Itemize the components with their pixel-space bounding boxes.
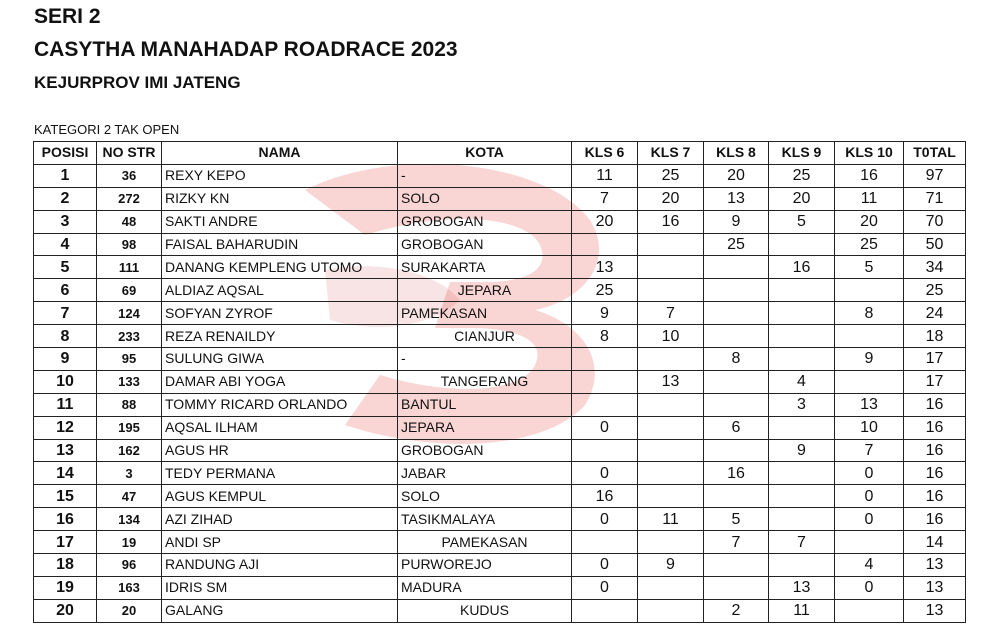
table-row — [34, 187, 966, 210]
rider-name-cell: RIZKY KN — [162, 187, 398, 210]
table-row — [34, 348, 966, 371]
kls7-score-cell — [638, 233, 704, 256]
start-number-cell: 69 — [97, 279, 162, 302]
kls10-score-cell — [835, 325, 904, 348]
start-number-cell: 233 — [97, 325, 162, 348]
kls7-score-cell: 13 — [638, 370, 704, 393]
city-cell: GROBOGAN — [398, 439, 572, 462]
table-row — [34, 370, 966, 393]
kls10-score-cell: 5 — [835, 256, 904, 279]
kls9-score-cell: 7 — [769, 531, 835, 554]
column-header-kls7: KLS 7 — [638, 142, 704, 165]
kls9-score-cell — [769, 348, 835, 371]
kls8-score-cell: 6 — [704, 416, 769, 439]
kls10-score-cell — [835, 599, 904, 622]
total-score-cell: 16 — [904, 393, 966, 416]
total-score-cell: 16 — [904, 485, 966, 508]
start-number-cell: 47 — [97, 485, 162, 508]
kls8-score-cell — [704, 393, 769, 416]
kls6-score-cell: 9 — [572, 302, 638, 325]
start-number-cell: 3 — [97, 462, 162, 485]
kls7-score-cell — [638, 279, 704, 302]
kls9-score-cell — [769, 508, 835, 531]
rider-name-cell: GALANG — [162, 599, 398, 622]
rider-name-cell: SULUNG GIWA — [162, 348, 398, 371]
start-number-cell: 95 — [97, 348, 162, 371]
table-row — [34, 325, 966, 348]
kls8-score-cell: 20 — [704, 164, 769, 187]
kls6-score-cell: 8 — [572, 325, 638, 348]
start-number-cell: 19 — [97, 531, 162, 554]
column-header-kls6: KLS 6 — [572, 142, 638, 165]
start-number-cell: 111 — [97, 256, 162, 279]
column-header-no-str: NO STR — [97, 142, 162, 165]
kls8-score-cell — [704, 302, 769, 325]
kls10-score-cell — [835, 370, 904, 393]
kls6-score-cell: 16 — [572, 485, 638, 508]
start-number-cell: 163 — [97, 576, 162, 599]
column-header-nama: NAMA — [162, 142, 398, 165]
kls6-score-cell: 0 — [572, 576, 638, 599]
kls10-score-cell: 10 — [835, 416, 904, 439]
city-cell: BANTUL — [398, 393, 572, 416]
rider-name-cell: REZA RENAILDY — [162, 325, 398, 348]
column-header-kls9: KLS 9 — [769, 142, 835, 165]
kls8-score-cell — [704, 279, 769, 302]
position-cell: 4 — [34, 233, 97, 256]
total-score-cell: 13 — [904, 599, 966, 622]
table-row — [34, 439, 966, 462]
start-number-cell: 195 — [97, 416, 162, 439]
kls7-score-cell: 7 — [638, 302, 704, 325]
table-row — [34, 210, 966, 233]
position-cell: 10 — [34, 370, 97, 393]
total-score-cell: 24 — [904, 302, 966, 325]
kls10-score-cell — [835, 279, 904, 302]
position-cell: 16 — [34, 508, 97, 531]
kls6-score-cell: 0 — [572, 462, 638, 485]
total-score-cell: 17 — [904, 370, 966, 393]
kls8-score-cell: 25 — [704, 233, 769, 256]
kls6-score-cell — [572, 233, 638, 256]
kls10-score-cell: 8 — [835, 302, 904, 325]
column-header-kota: KOTA — [398, 142, 572, 165]
championship-title: KEJURPROV IMI JATENG — [34, 73, 241, 92]
total-score-cell: 14 — [904, 531, 966, 554]
city-cell: JEPARA — [398, 279, 572, 302]
kls10-score-cell: 20 — [835, 210, 904, 233]
kls6-score-cell: 20 — [572, 210, 638, 233]
position-cell: 18 — [34, 554, 97, 577]
city-cell: GROBOGAN — [398, 210, 572, 233]
kls8-score-cell: 16 — [704, 462, 769, 485]
kls10-score-cell: 7 — [835, 439, 904, 462]
series-title: SERI 2 — [34, 5, 101, 28]
kls10-score-cell: 0 — [835, 508, 904, 531]
kls9-score-cell: 20 — [769, 187, 835, 210]
position-cell: 13 — [34, 439, 97, 462]
kls8-score-cell — [704, 325, 769, 348]
kls8-score-cell — [704, 554, 769, 577]
total-score-cell: 70 — [904, 210, 966, 233]
total-score-cell: 16 — [904, 462, 966, 485]
kls9-score-cell — [769, 233, 835, 256]
table-row — [34, 531, 966, 554]
position-cell: 7 — [34, 302, 97, 325]
table-row — [34, 164, 966, 187]
table-row — [34, 393, 966, 416]
start-number-cell: 20 — [97, 599, 162, 622]
city-cell: SOLO — [398, 187, 572, 210]
kls8-score-cell: 5 — [704, 508, 769, 531]
results-body — [34, 164, 966, 622]
kls8-score-cell — [704, 576, 769, 599]
table-row — [34, 256, 966, 279]
city-cell: JEPARA — [398, 416, 572, 439]
kls10-score-cell: 0 — [835, 462, 904, 485]
rider-name-cell: SAKTI ANDRE — [162, 210, 398, 233]
kls7-score-cell — [638, 256, 704, 279]
results-table — [33, 141, 966, 623]
kls6-score-cell: 11 — [572, 164, 638, 187]
kls9-score-cell: 5 — [769, 210, 835, 233]
city-cell: PURWOREJO — [398, 554, 572, 577]
kls8-score-cell: 7 — [704, 531, 769, 554]
kls6-score-cell: 25 — [572, 279, 638, 302]
city-cell: PAMEKASAN — [398, 302, 572, 325]
kls9-score-cell: 11 — [769, 599, 835, 622]
kls10-score-cell: 0 — [835, 576, 904, 599]
kls8-score-cell — [704, 439, 769, 462]
position-cell: 11 — [34, 393, 97, 416]
rider-name-cell: AZI ZIHAD — [162, 508, 398, 531]
start-number-cell: 162 — [97, 439, 162, 462]
kls9-score-cell: 16 — [769, 256, 835, 279]
kls9-score-cell — [769, 302, 835, 325]
city-cell: KUDUS — [398, 599, 572, 622]
kls9-score-cell: 25 — [769, 164, 835, 187]
kls7-score-cell: 10 — [638, 325, 704, 348]
total-score-cell: 34 — [904, 256, 966, 279]
position-cell: 8 — [34, 325, 97, 348]
total-score-cell: 25 — [904, 279, 966, 302]
kls7-score-cell — [638, 599, 704, 622]
kls9-score-cell — [769, 279, 835, 302]
kls9-score-cell: 3 — [769, 393, 835, 416]
rider-name-cell: FAISAL BAHARUDIN — [162, 233, 398, 256]
header-row — [34, 142, 966, 165]
table-row — [34, 508, 966, 531]
position-cell: 12 — [34, 416, 97, 439]
kls10-score-cell: 4 — [835, 554, 904, 577]
kls9-score-cell — [769, 485, 835, 508]
kls6-score-cell — [572, 531, 638, 554]
table-row — [34, 576, 966, 599]
category-label: KATEGORI 2 TAK OPEN — [34, 122, 180, 137]
rider-name-cell: ANDI SP — [162, 531, 398, 554]
kls8-score-cell: 9 — [704, 210, 769, 233]
kls7-score-cell — [638, 348, 704, 371]
kls9-score-cell: 13 — [769, 576, 835, 599]
total-score-cell: 16 — [904, 508, 966, 531]
position-cell: 14 — [34, 462, 97, 485]
position-cell: 2 — [34, 187, 97, 210]
table-row — [34, 233, 966, 256]
column-header-total: T0TAL — [904, 142, 966, 165]
start-number-cell: 272 — [97, 187, 162, 210]
column-header-kls8: KLS 8 — [704, 142, 769, 165]
kls8-score-cell: 2 — [704, 599, 769, 622]
start-number-cell: 96 — [97, 554, 162, 577]
kls7-score-cell — [638, 531, 704, 554]
kls7-score-cell: 20 — [638, 187, 704, 210]
kls8-score-cell: 13 — [704, 187, 769, 210]
kls7-score-cell — [638, 439, 704, 462]
start-number-cell: 124 — [97, 302, 162, 325]
rider-name-cell: AGUS KEMPUL — [162, 485, 398, 508]
kls7-score-cell — [638, 462, 704, 485]
rider-name-cell: RANDUNG AJI — [162, 554, 398, 577]
kls7-score-cell: 11 — [638, 508, 704, 531]
city-cell: MADURA — [398, 576, 572, 599]
kls9-score-cell: 4 — [769, 370, 835, 393]
start-number-cell: 88 — [97, 393, 162, 416]
kls9-score-cell — [769, 462, 835, 485]
position-cell: 3 — [34, 210, 97, 233]
kls7-score-cell: 16 — [638, 210, 704, 233]
column-header-posisi: POSISI — [34, 142, 97, 165]
kls10-score-cell: 16 — [835, 164, 904, 187]
kls9-score-cell — [769, 554, 835, 577]
column-header-kls10: KLS 10 — [835, 142, 904, 165]
table-row — [34, 462, 966, 485]
city-cell: CIANJUR — [398, 325, 572, 348]
total-score-cell: 13 — [904, 554, 966, 577]
start-number-cell: 48 — [97, 210, 162, 233]
start-number-cell: 98 — [97, 233, 162, 256]
position-cell: 15 — [34, 485, 97, 508]
event-title: CASYTHA MANAHADAP ROADRACE 2023 — [34, 38, 458, 61]
city-cell: JABAR — [398, 462, 572, 485]
start-number-cell: 133 — [97, 370, 162, 393]
kls6-score-cell — [572, 370, 638, 393]
position-cell: 19 — [34, 576, 97, 599]
table-row — [34, 279, 966, 302]
kls10-score-cell: 11 — [835, 187, 904, 210]
kls6-score-cell — [572, 348, 638, 371]
city-cell: TASIKMALAYA — [398, 508, 572, 531]
rider-name-cell: TOMMY RICARD ORLANDO — [162, 393, 398, 416]
kls7-score-cell: 9 — [638, 554, 704, 577]
kls7-score-cell — [638, 416, 704, 439]
kls6-score-cell: 13 — [572, 256, 638, 279]
total-score-cell: 16 — [904, 439, 966, 462]
total-score-cell: 97 — [904, 164, 966, 187]
kls7-score-cell — [638, 576, 704, 599]
table-row — [34, 599, 966, 622]
kls10-score-cell: 9 — [835, 348, 904, 371]
table-row — [34, 302, 966, 325]
table-row — [34, 485, 966, 508]
city-cell: TANGERANG — [398, 370, 572, 393]
kls10-score-cell: 0 — [835, 485, 904, 508]
total-score-cell: 18 — [904, 325, 966, 348]
kls6-score-cell — [572, 439, 638, 462]
kls9-score-cell — [769, 325, 835, 348]
kls6-score-cell: 7 — [572, 187, 638, 210]
kls9-score-cell — [769, 416, 835, 439]
city-cell: GROBOGAN — [398, 233, 572, 256]
total-score-cell: 71 — [904, 187, 966, 210]
kls8-score-cell — [704, 256, 769, 279]
position-cell: 17 — [34, 531, 97, 554]
rider-name-cell: ALDIAZ AQSAL — [162, 279, 398, 302]
kls9-score-cell: 9 — [769, 439, 835, 462]
kls6-score-cell — [572, 599, 638, 622]
kls6-score-cell — [572, 393, 638, 416]
kls8-score-cell — [704, 370, 769, 393]
start-number-cell: 36 — [97, 164, 162, 187]
kls10-score-cell: 25 — [835, 233, 904, 256]
kls10-score-cell: 13 — [835, 393, 904, 416]
table-row — [34, 416, 966, 439]
city-cell: - — [398, 348, 572, 371]
kls7-score-cell — [638, 393, 704, 416]
total-score-cell: 17 — [904, 348, 966, 371]
kls6-score-cell: 0 — [572, 416, 638, 439]
position-cell: 6 — [34, 279, 97, 302]
kls8-score-cell — [704, 485, 769, 508]
rider-name-cell: DAMAR ABI YOGA — [162, 370, 398, 393]
rider-name-cell: SOFYAN ZYROF — [162, 302, 398, 325]
city-cell: SURAKARTA — [398, 256, 572, 279]
kls6-score-cell: 0 — [572, 508, 638, 531]
kls6-score-cell: 0 — [572, 554, 638, 577]
kls7-score-cell — [638, 485, 704, 508]
start-number-cell: 134 — [97, 508, 162, 531]
kls7-score-cell: 25 — [638, 164, 704, 187]
rider-name-cell: AGUS HR — [162, 439, 398, 462]
rider-name-cell: AQSAL ILHAM — [162, 416, 398, 439]
table-row — [34, 554, 966, 577]
city-cell: PAMEKASAN — [398, 531, 572, 554]
total-score-cell: 16 — [904, 416, 966, 439]
city-cell: - — [398, 164, 572, 187]
position-cell: 20 — [34, 599, 97, 622]
total-score-cell: 50 — [904, 233, 966, 256]
total-score-cell: 13 — [904, 576, 966, 599]
rider-name-cell: IDRIS SM — [162, 576, 398, 599]
kls10-score-cell — [835, 531, 904, 554]
position-cell: 5 — [34, 256, 97, 279]
kls8-score-cell: 8 — [704, 348, 769, 371]
position-cell: 9 — [34, 348, 97, 371]
position-cell: 1 — [34, 164, 97, 187]
rider-name-cell: REXY KEPO — [162, 164, 398, 187]
rider-name-cell: DANANG KEMPLENG UTOMO — [162, 256, 398, 279]
city-cell: SOLO — [398, 485, 572, 508]
rider-name-cell: TEDY PERMANA — [162, 462, 398, 485]
